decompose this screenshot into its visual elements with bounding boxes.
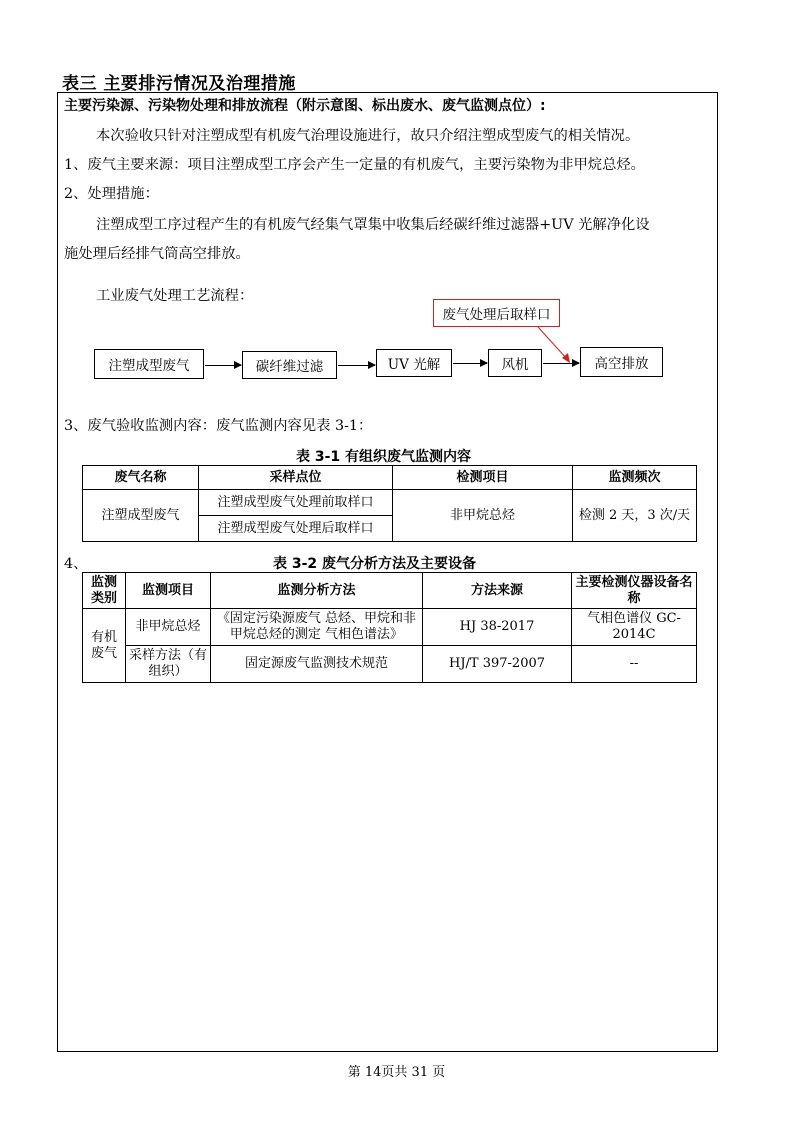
table-3-2-header: 方法来源 (423, 573, 572, 609)
flow-step-4: 风机 (488, 349, 542, 377)
section-title: 表三 主要排污情况及治理措施 (62, 74, 296, 94)
sample-point-box: 废气处理后取样口 (433, 299, 560, 327)
table-3-2-item: 非甲烷总烃 (126, 609, 211, 646)
table-3-1-caption: 表 3-1 有组织废气监测内容 (296, 449, 472, 465)
subtitle: 主要污染源、污染物处理和排放流程（附示意图、标出废水、废气监测点位）: (64, 98, 546, 114)
table-3-2-source: HJ/T 397-2007 (423, 646, 572, 683)
arrow-2 (338, 365, 375, 366)
measure-line-1: 注塑成型工序过程产生的有机废气经集气罩集中收集后经碳纤维过滤器+UV 光解净化设 (96, 217, 650, 233)
table-3-2-caption: 表 3-2 废气分析方法及主要设备 (273, 556, 477, 572)
flow-label: 工业废气处理工艺流程： (96, 288, 254, 304)
intro-paragraph: 本次验收只针对注塑成型有机废气治理设施进行，故只介绍注塑成型废气的相关情况。 (96, 128, 640, 144)
table-3-1-header: 采样点位 (199, 466, 393, 490)
table-3-1-point: 注塑成型废气处理后取样口 (199, 516, 393, 542)
sample-point-pointer (538, 326, 578, 366)
content-frame (57, 92, 718, 1052)
arrow-3 (453, 363, 487, 364)
arrow-1 (205, 365, 241, 366)
page-footer: 第 14页共 31 页 (347, 1065, 446, 1080)
table-3-2-header: 监测项目 (126, 573, 211, 609)
table-3-1-header: 检测项目 (393, 466, 573, 490)
flow-step-3: UV 光解 (376, 349, 452, 377)
item-1: 1、废气主要来源：项目注塑成型工序会产生一定量的有机废气，主要污染物为非甲烷总烃。 (64, 157, 645, 173)
flow-step-2: 碳纤维过滤 (242, 351, 337, 379)
table-3-1-header: 废气名称 (83, 466, 199, 490)
measure-line-2: 施处理后经排气筒高空排放。 (64, 246, 250, 262)
table-3-2-item: 采样方法（有组织） (126, 646, 211, 683)
table-3-2-equipment: 气相色谱仪 GC-2014C (572, 609, 697, 646)
table-3-2-method: 《固定污染源废气 总烃、甲烷和非甲烷总烃的测定 气相色谱法》 (211, 609, 423, 646)
table-3-2-source: HJ 38-2017 (423, 609, 572, 646)
table-3-1-name: 注塑成型废气 (83, 490, 199, 542)
flow-step-5: 高空排放 (580, 347, 663, 377)
table-3-2-method: 固定源废气监测技术规范 (211, 646, 423, 683)
table-3-2-category: 有机废气 (83, 609, 126, 683)
item-3: 3、废气验收监测内容：废气监测内容见表 3-1： (64, 418, 373, 434)
table-3-2-header: 监测分析方法 (211, 573, 423, 609)
table-3-1-item: 非甲烷总烃 (393, 490, 573, 542)
table-3-2 (82, 572, 697, 683)
table-3-2-header: 监测类别 (83, 573, 126, 609)
table-3-1-point: 注塑成型废气处理前取样口 (199, 490, 393, 516)
item-2: 2、处理措施： (64, 186, 159, 202)
table-3-1-header: 监测频次 (573, 466, 697, 490)
table-3-2-header: 主要检测仪器设备名称 (572, 573, 697, 609)
table-3-2-equipment: -- (572, 646, 697, 683)
flow-step-1: 注塑成型废气 (94, 349, 204, 379)
table-3-1 (82, 465, 697, 542)
item-4: 4、 (64, 556, 88, 572)
table-3-1-frequency: 检测 2 天，3 次/天 (573, 490, 697, 542)
